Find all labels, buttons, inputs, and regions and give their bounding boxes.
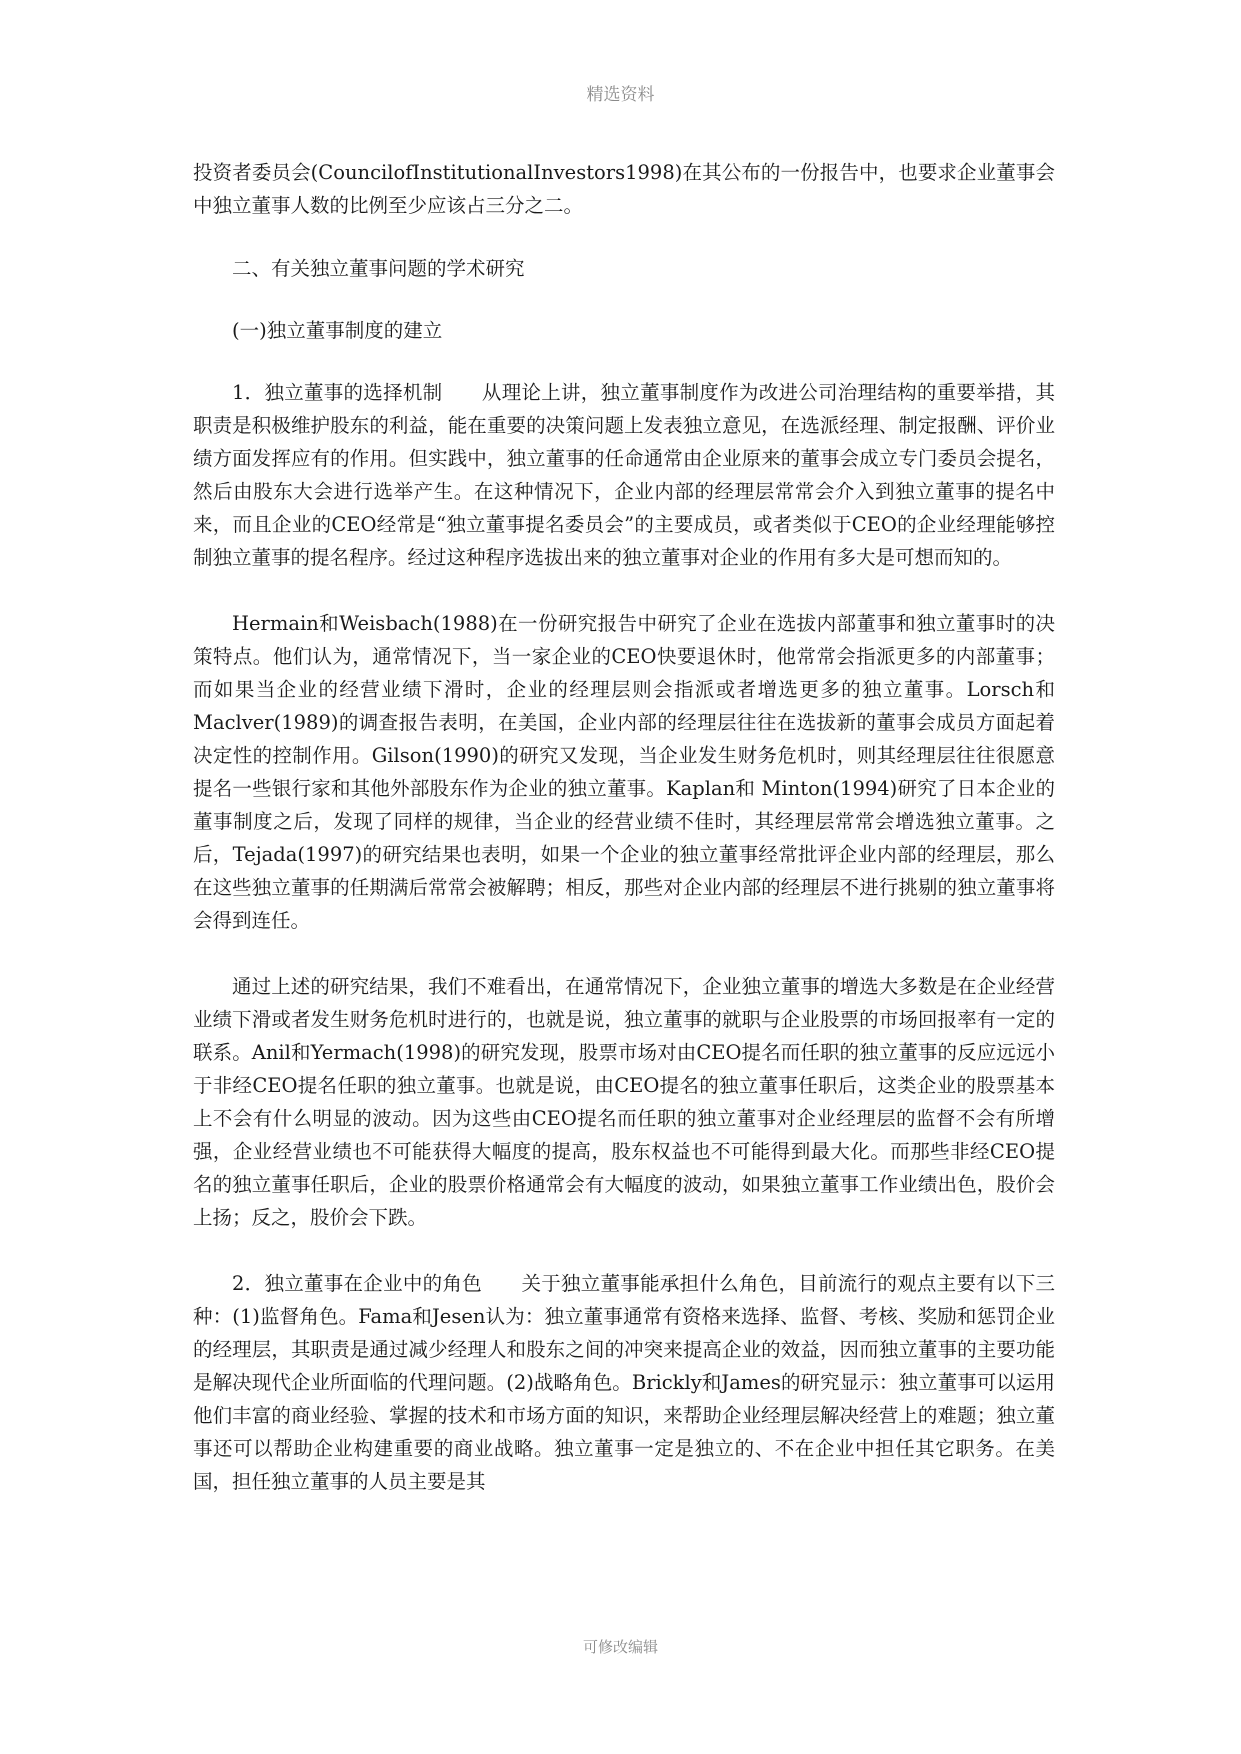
paragraph-director-roles: 2．独立董事在企业中的角色 关于独立董事能承担什么角色，目前流行的观点主要有以下三种：(1)监督角色。Fama和Jesen认为：独立董事通常有资格来选择、监督、考核、奖励和惩罚企业的经理层，其职责是通过减少经理人和股东之间的冲突来提高企业的效益，因而独立董事的主要功能是解决现代企业所面临的代理问题。(2)战略角色。Brickly和James的研究显示：独立董事可以运用他们丰富的商业经验、掌握的技术和市场方面的知识，来帮助企业经理层解决经营上的难题；独立董事还可以帮助企业构建重要的商业战略。独立董事一定是独立的、不在企业中担任其它职务。在美国，担任独立董事的人员主要是其 [193, 1272, 1055, 1493]
page-header: 精选资料 [586, 85, 655, 105]
section-heading-academic-research: 二、有关独立董事问题的学术研究 [232, 257, 525, 280]
paragraph-investors-council: 投资者委员会(CouncilofInstitutionalInvestors1998)在其公布的一份报告中，也要求企业董事会中独立董事人数的比例至少应该占三分之二。 [193, 161, 1055, 217]
paragraph-market-response: 通过上述的研究结果，我们不难看出，在通常情况下，企业独立董事的增选大多数是在企业经营业绩下滑或者发生财务危机时进行的，也就是说，独立董事的就职与企业股票的市场回报率有一定的联系。Anil和Yermach(1998)的研究发现，股票市场对由CEO提名而任职的独立董事的反应远远小于非经CEO提名任职的独立董事。也就是说，由CEO提名的独立董事任职后，这类企业的股票基本上不会有什么明显的波动。因为这些由CEO提名而任职的独立董事对企业经理层的监督不会有所增强，企业经营业绩也不可能获得大幅度的提高，股东权益也不可能得到最大化。而那些非经CEO提名的独立董事任职后，企业的股票价格通常会有大幅度的波动，如果独立董事工作业绩出色，股价会上扬；反之，股价会下跌。 [193, 975, 1055, 1229]
document-body [193, 156, 1055, 1498]
subsection-heading-system-establishment: (一)独立董事制度的建立 [232, 319, 443, 342]
page-footer: 可修改编辑 [582, 1638, 658, 1656]
paragraph-research-findings: Hermain和Weisbach(1988)在一份研究报告中研究了企业在选拔内部董事和独立董事时的决策特点。他们认为，通常情况下，当一家企业的CEO快要退休时，他常常会指派更多的内部董事；而如果当企业的经营业绩下滑时，企业的经理层则会指派或者增选更多的独立董事。Lorsch和Maclver(1989)的调查报告表明，在美国，企业内部的经理层往往在选拔新的董事会成员方面起着决定性的控制作用。Gilson(1990)的研究又发现，当企业发生财务危机时，则其经理层往往很愿意提名一些银行家和其他外部股东作为企业的独立董事。Kaplan和 Minton(1994)研究了日本企业的董事制度之后，发现了同样的规律，当企业的经营业绩不佳时，其经理层常常会增选独立董事。之后，Tejada(1997)的研究结果也表明，如果一个企业的独立董事经常批评企业内部的经理层，那么在这些独立董事的任期满后常常会被解聘；相反，那些对企业内部的经理层不进行挑剔的独立董事将会得到连任。 [193, 612, 1055, 932]
paragraph-selection-mechanism: 1．独立董事的选择机制 从理论上讲，独立董事制度作为改进公司治理结构的重要举措，其职责是积极维护股东的利益，能在重要的决策问题上发表独立意见，在选派经理、制定报酬、评价业绩方面发挥应有的作用。但实践中，独立董事的任命通常由企业原来的董事会成立专门委员会提名，然后由股东大会进行选举产生。在这种情况下，企业内部的经理层常常会介入到独立董事的提名中来，而且企业的CEO经常是“独立董事提名委员会”的主要成员，或者类似于CEO的企业经理能够控制独立董事的提名程序。经过这种程序选拔出来的独立董事对企业的作用有多大是可想而知的。 [193, 381, 1055, 569]
